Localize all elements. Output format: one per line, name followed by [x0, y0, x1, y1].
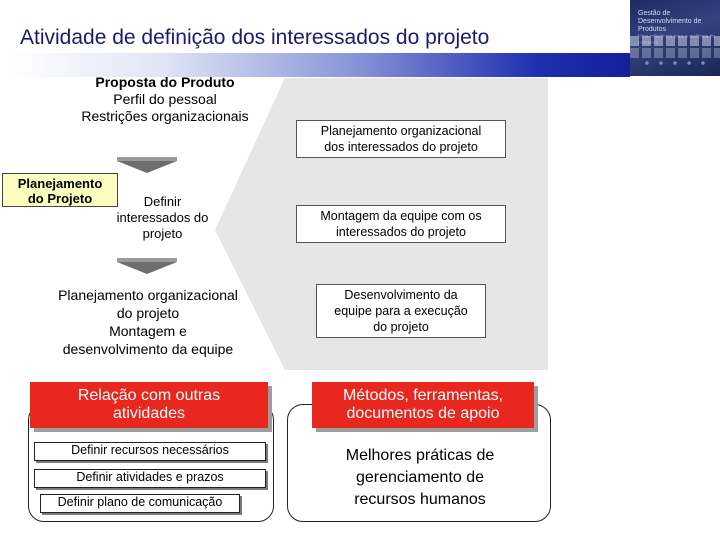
- input-line: Perfil do pessoal: [113, 91, 217, 107]
- related-activities-header-line: atividades: [112, 405, 186, 422]
- detail-box-line: equipe para a execução: [334, 304, 468, 318]
- logo-dots: [640, 60, 710, 66]
- logo-stripe: [630, 48, 720, 58]
- logo-line-1: Gestão de: [638, 10, 671, 17]
- output-line: Montagem e: [109, 323, 187, 339]
- logo-line-2: Desenvolvimento de Produtos: [638, 18, 702, 33]
- related-activities-header: [30, 382, 268, 428]
- related-activity-item: Definir plano de comunicação: [40, 494, 240, 513]
- best-practices-line: gerenciamento de: [355, 469, 485, 486]
- related-activity-item: Definir recursos necessários: [34, 442, 266, 461]
- output-line: desenvolvimento da equipe: [62, 341, 234, 357]
- output-line: Planejamento organizacional: [58, 287, 238, 303]
- detail-box-line: interessados do projeto: [336, 225, 466, 239]
- book-logo: [630, 0, 720, 76]
- output-line: do projeto: [116, 305, 180, 321]
- detail-box-line: Montagem da equipe com os: [320, 209, 482, 223]
- detail-box-line: do projeto: [373, 320, 429, 334]
- detail-box-team-development: [316, 284, 486, 338]
- detail-box-line: dos interessados do projeto: [324, 140, 478, 154]
- page-title: Atividade de definição dos interessados do projeto: [20, 26, 490, 49]
- detail-box-org-planning: [296, 120, 506, 158]
- methods-tools-header-line: Métodos, ferramentas,: [342, 387, 504, 404]
- related-activity-item: Definir atividades e prazos: [34, 469, 266, 488]
- activity-line: Definir: [143, 194, 182, 209]
- methods-tools-header: [312, 382, 534, 428]
- activity-line: projeto: [142, 226, 183, 241]
- phase-label-line: Planejamento: [17, 176, 103, 191]
- input-line: Restrições organizacionais: [81, 108, 249, 124]
- phase-label-line: do Projeto: [27, 191, 93, 206]
- methods-tools-header-line: documentos de apoio: [346, 405, 500, 422]
- detail-box-line: Planejamento organizacional: [320, 124, 482, 138]
- activity-name: [100, 194, 225, 242]
- related-activities-header-line: Relação com outras: [77, 387, 221, 404]
- down-arrow-icon: [117, 258, 177, 274]
- activity-line: interessados do: [116, 210, 209, 225]
- activity-outputs: [30, 286, 266, 358]
- activity-inputs: [55, 74, 275, 125]
- best-practices-text: [300, 445, 540, 511]
- detail-box-team-assembly: [296, 205, 506, 243]
- input-line: Proposta do Produto: [95, 74, 235, 90]
- down-arrow-icon: [117, 157, 177, 173]
- logo-stripe: [630, 36, 720, 46]
- detail-box-line: Desenvolvimento da: [344, 288, 458, 302]
- best-practices-line: recursos humanos: [354, 491, 486, 508]
- best-practices-line: Melhores práticas de: [345, 447, 495, 464]
